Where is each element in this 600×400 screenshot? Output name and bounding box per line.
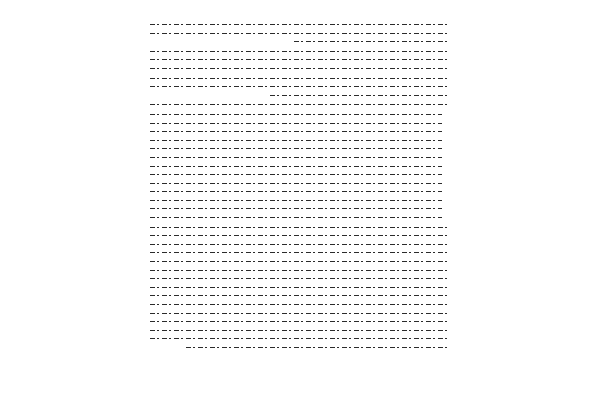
paragraph-1 [150, 20, 450, 46]
paragraph-4 [150, 100, 450, 109]
paragraph-2 [150, 47, 450, 73]
handwritten-sheet [150, 18, 450, 390]
paragraph-5 [150, 110, 450, 222]
paragraph-6 [150, 223, 450, 352]
paragraph-3 [150, 74, 450, 100]
